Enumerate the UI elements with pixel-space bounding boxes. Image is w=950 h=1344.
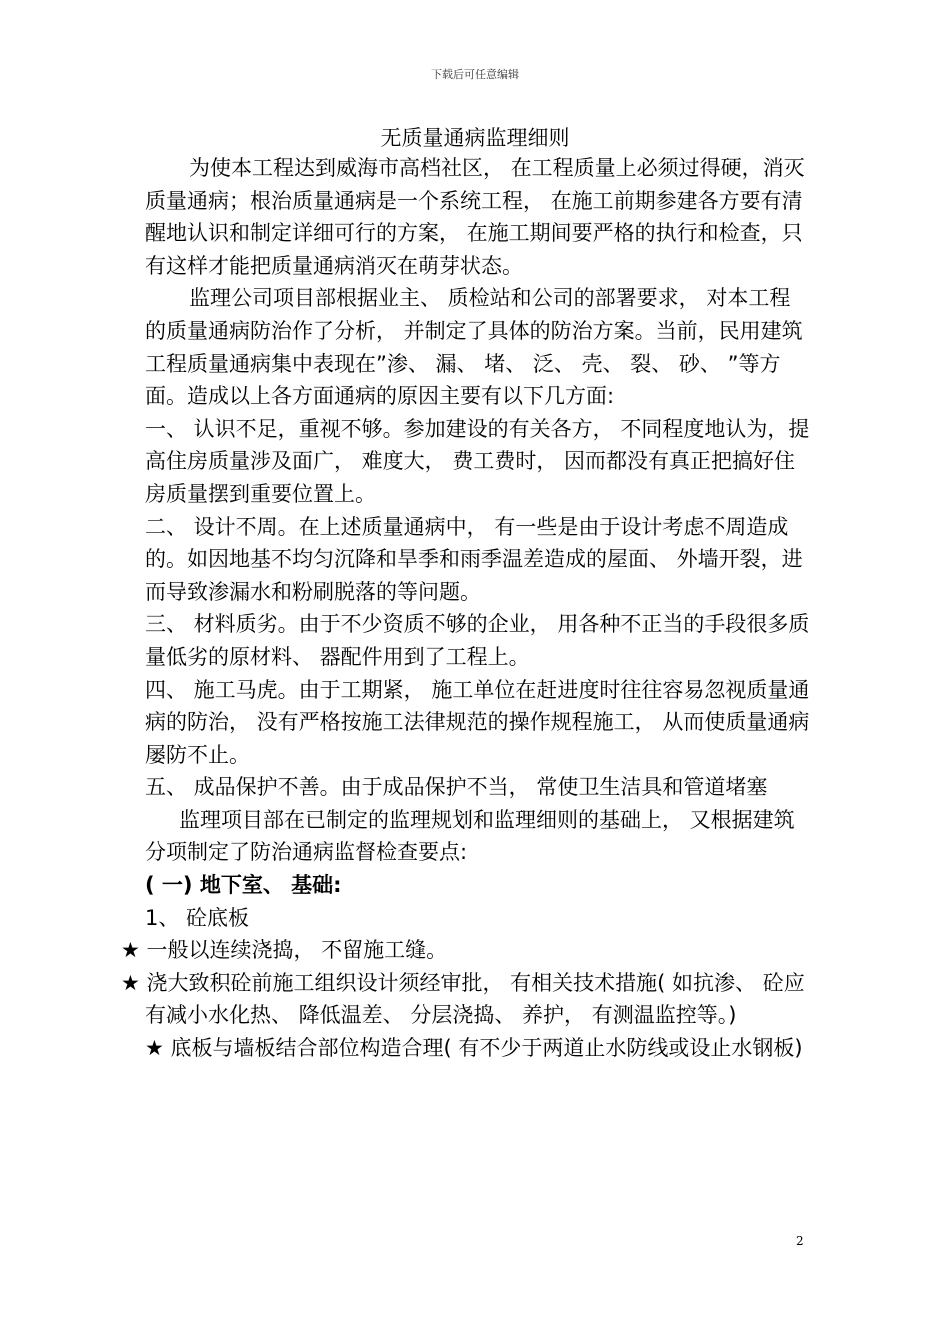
document-title: 无质量通病监理细则 — [380, 126, 570, 150]
basis-paragraph: 监理项目部在已制定的监理规划和监理细则的基础上， 又根据建筑分项制定了防治通病监督检查要点: — [145, 807, 795, 865]
bullet-item: ★ 浇大致积砼前施工组织设计须经审批， 有相关技术措施( 如抗渗、 砼应有减小水化热、 降低温差、 分层浇捣、 养护， 有测温监控等。) — [121, 970, 805, 1028]
reason-3: 三、 材料质劣。由于不少资质不够的企业， 用各种不正当的手段很多质量低劣的原材料、 器配件用到了工程上。 — [145, 612, 810, 669]
header-note: 下载后可任意编辑 — [431, 68, 519, 81]
section-heading: ( 一) 地下室、 基础: — [145, 873, 342, 898]
reason-2: 二、 设计不周。在上述质量通病中， 有一些是由于设计考虑不周造成的。如因地基不均匀沉降和旱季和雨季温差造成的屋面、 外墙开裂，进而导致渗漏水和粉刷脱落的等问题。 — [145, 514, 803, 604]
document-body — [121, 152, 810, 1065]
reason-4: 四、 施工马虎。由于工期紧， 施工单位在赶进度时往往容易忽视质量通病的防治， 没有严格按施工法律规范的操作规程施工， 从而使质量通病屡防不止。 — [145, 677, 810, 767]
item-heading: 1、 砼底板 — [145, 905, 250, 930]
analysis-paragraph: 监理公司项目部根据业主、 质检站和公司的部署要求， 对本工程的质量通病防治作了分析， 并制定了具体的防治方案。当前，民用建筑工程质量通病集中表现在”渗、 漏、 堵、 泛、 壳、 裂、 砂、 ”等方面。造成以上各方面通病的原因主要有以下几方面: — [145, 286, 803, 409]
page-number: 2 — [796, 1234, 804, 1248]
bullet-item-last: ★ 底板与墙板结合部位构造合理( 有不少于两道止水防线或设止水钢板) — [145, 1036, 803, 1061]
bullet-item: ★ 一般以连续浇捣， 不留施工缝。 — [121, 938, 448, 963]
intro-paragraph: 为使本工程达到威海市高档社区， 在工程质量上必须过得硬，消灭质量通病；根治质量通病是一个系统工程， 在施工前期参建各方要有清醒地认识和制定详细可行的方案， 在施工期间要严格的执行和检查，只有这样才能把质量通病消灭在萌芽状态。 — [145, 156, 805, 278]
reason-1: 一、 认识不足，重视不够。参加建设的有关各方， 不同程度地认为，提高住房质量涉及面广， 难度大， 费工费时， 因而都没有真正把搞好住房质量摆到重要位置上。 — [145, 416, 810, 506]
reason-5: 五、 成品保护不善。由于成品保护不当， 常使卫生洁具和管道堵塞 — [145, 775, 768, 800]
